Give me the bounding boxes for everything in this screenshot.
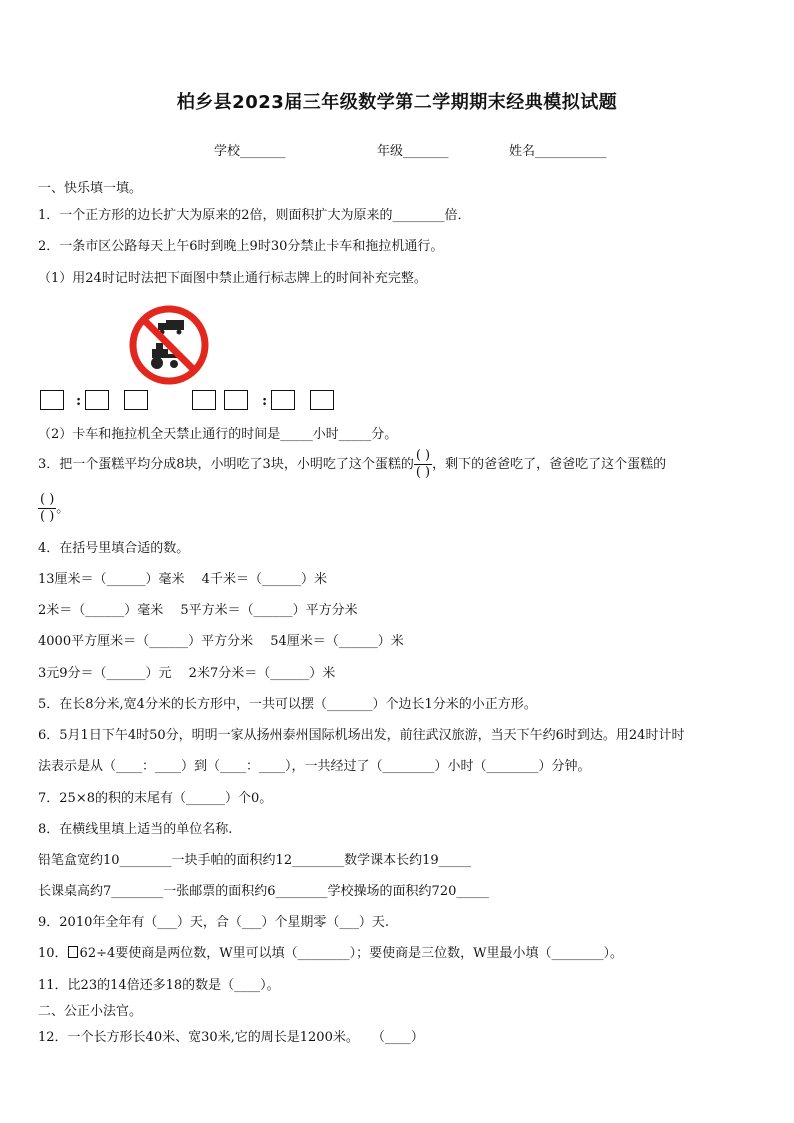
- question-2: 2．一条市区公路每天上午6时到晚上9时30分禁止卡车和拖拉机通行。: [38, 239, 444, 254]
- time-box-7[interactable]: [310, 390, 334, 410]
- question-4-row-3: 4000平方厘米＝（______）平方分米 54厘米＝（______）米: [38, 634, 404, 649]
- question-10-text: 62÷4要使商是两位数，W里可以填（________）；要使商是三位数，W里最小填（________）。: [79, 946, 623, 961]
- time-box-6[interactable]: [271, 390, 295, 410]
- question-10-number: 10．: [38, 946, 68, 961]
- section-one-heading: 一、快乐填一填。: [38, 181, 143, 196]
- question-2-part-1: （1）用24时记时法把下面图中禁止通行标志牌上的时间补充完整。: [38, 271, 427, 286]
- question-2-part-2: （2）卡车和拖拉机全天禁止通行的时间是_____小时_____分。: [38, 427, 398, 442]
- question-1: 1．一个正方形的边长扩大为原来的2倍，则面积扩大为原来的________倍．: [38, 208, 471, 223]
- time-box-2[interactable]: [85, 390, 109, 410]
- question-6-continued: 法表示是从（____：____）到（____：____），一共经过了（________）小时（________）分钟。: [38, 759, 591, 774]
- time-box-4[interactable]: [192, 390, 216, 410]
- question-3-end: 。: [56, 501, 70, 516]
- question-8-row-1: 铅笔盒宽约10________一块手帕的面积约12________数学课本长约19_____: [38, 853, 472, 868]
- time-colon-2: :: [262, 393, 268, 409]
- time-box-1[interactable]: [40, 390, 64, 410]
- fraction-denominator: ( ): [40, 509, 55, 524]
- question-10: [38, 945, 623, 963]
- name-field[interactable]: 姓名___________: [509, 144, 607, 159]
- page-title: 柏乡县2023届三年级数学第二学期期末经典模拟试题: [176, 92, 618, 113]
- section-two-heading: 二、公正小法官。: [38, 1004, 143, 1019]
- question-4-row-4: 3元9分＝（______）元 2米7分米＝（______）米: [38, 666, 336, 681]
- no-trucks-tractors-sign: [128, 304, 210, 386]
- time-box-3[interactable]: [124, 390, 148, 410]
- fraction-blank-1[interactable]: [414, 448, 432, 481]
- school-field[interactable]: 学校_______: [214, 144, 286, 159]
- fraction-numerator: ( ): [40, 492, 55, 507]
- blank-square-icon[interactable]: [68, 946, 78, 958]
- question-5: 5．在长8分米,宽4分米的长方形中，一共可以摆（_______）个边长1分米的小正方形。: [38, 697, 537, 712]
- question-3-continued: [38, 492, 69, 525]
- fraction-denominator: ( ): [415, 465, 431, 480]
- question-4-row-2: 2米＝（______）毫米 5平方米＝（______）平方分米: [38, 603, 358, 618]
- question-11: 11．比23的14倍还多18的数是（____）。: [38, 978, 280, 993]
- question-3-text-b: ，剩下的爸爸吃了，爸爸吃了这个蛋糕的: [432, 457, 667, 472]
- question-6: 6．5月1日下午4时50分，明明一家从扬州泰州国际机场出发，前往武汉旅游，当天下午约6时到达。用24时计时: [38, 728, 685, 743]
- question-9: 9．2010年全年有（___）天，合（___）个星期零（___）天.: [38, 915, 389, 930]
- grade-field[interactable]: 年级_______: [377, 144, 449, 159]
- question-3: [38, 448, 666, 481]
- time-colon-1: :: [76, 393, 82, 409]
- question-7: 7．25×8的积的末尾有（______）个0。: [38, 791, 273, 806]
- question-4-row-1: 13厘米＝（______）毫米 4千米＝（______）米: [38, 572, 327, 587]
- question-4: 4．在括号里填合适的数。: [38, 541, 190, 556]
- fraction-numerator: ( ): [415, 448, 431, 463]
- question-8: 8．在横线里填上适当的单位名称.: [38, 822, 233, 837]
- fraction-blank-2[interactable]: [38, 492, 56, 525]
- question-12: 12．一个长方形长40米、宽30米,它的周长是1200米。 （____）: [38, 1030, 424, 1045]
- time-box-5[interactable]: [224, 390, 248, 410]
- question-3-text-a: 3．把一个蛋糕平均分成8块，小明吃了3块，小明吃了这个蛋糕的: [38, 457, 414, 472]
- question-8-row-2: 长课桌高约7________一张邮票的面积约6________学校操场的面积约720_____: [38, 884, 489, 899]
